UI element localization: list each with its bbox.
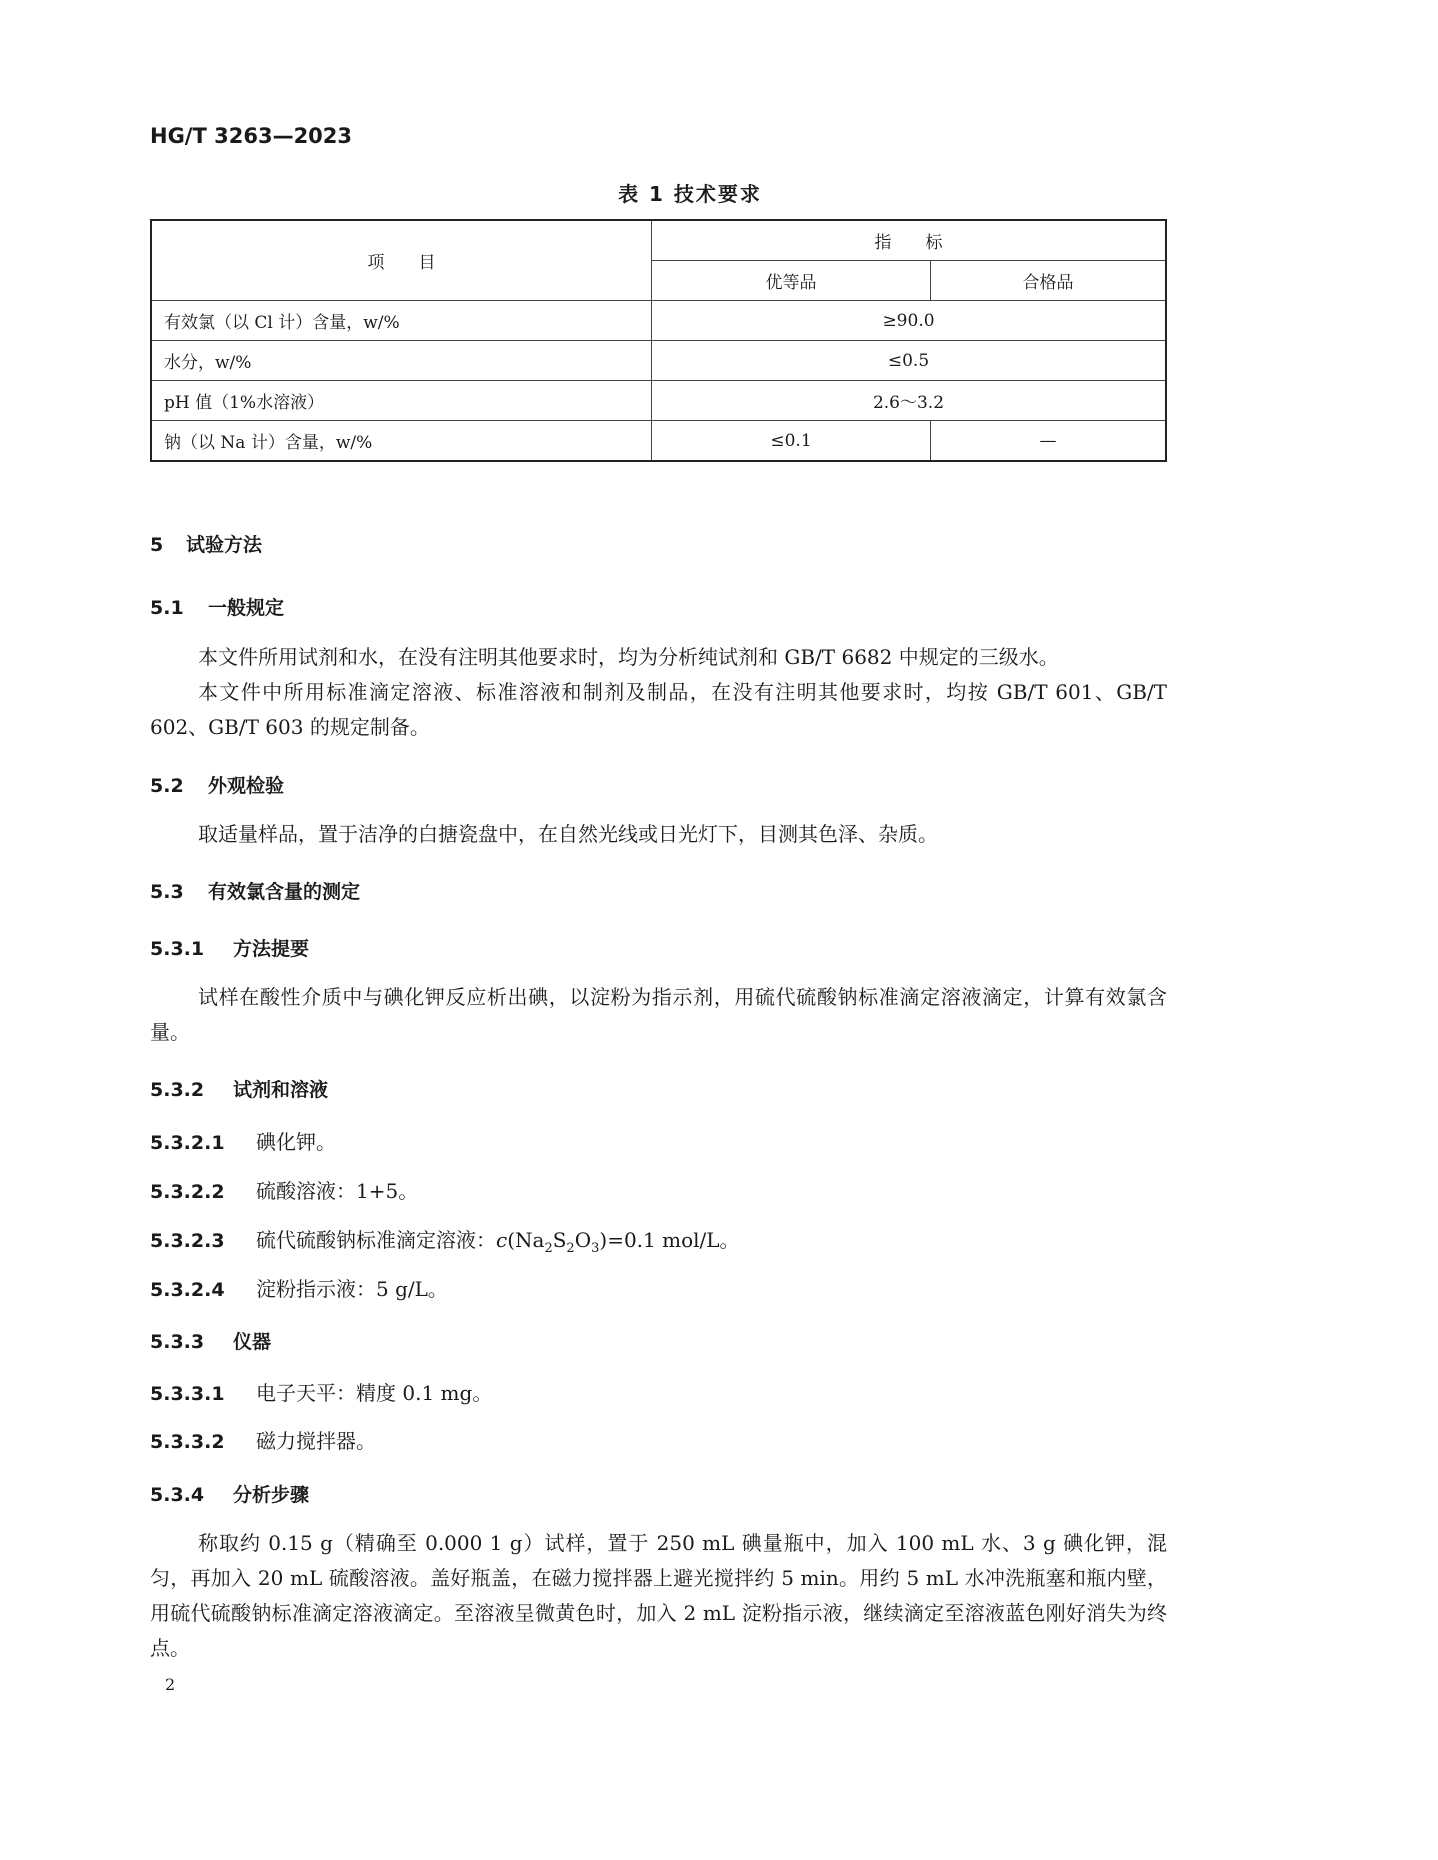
row-value: ≤0.5	[652, 341, 1167, 381]
header-item: 项 目	[151, 220, 652, 301]
row-value: 2.6～3.2	[652, 381, 1167, 421]
section-number: 5.3	[150, 881, 184, 903]
list-item	[150, 1126, 336, 1155]
section-number: 5.3.1	[150, 938, 205, 960]
section-number: 5.1	[150, 597, 184, 619]
section-title: 外观检验	[208, 775, 285, 797]
row-item: 钠（以 Na 计）含量，w/%	[151, 421, 652, 462]
table-title: 表 1 技术要求	[618, 182, 762, 206]
table-row	[151, 301, 1166, 341]
item-number: 5.3.2.2	[150, 1181, 225, 1203]
list-item	[150, 1425, 376, 1454]
section-heading	[150, 1075, 328, 1102]
item-text: 碘化钾。	[256, 1130, 336, 1154]
section-heading	[150, 877, 360, 904]
item-text: 电子天平：精度 0.1 mg。	[256, 1381, 493, 1405]
item-number: 5.3.2.1	[150, 1132, 225, 1154]
section-title: 试验方法	[186, 534, 263, 556]
table-row	[151, 421, 1166, 462]
section-number: 5	[150, 534, 164, 556]
item-text: 磁力搅拌器。	[256, 1429, 376, 1453]
row-value: ≥90.0	[652, 301, 1167, 341]
item-number: 5.3.2.3	[150, 1230, 225, 1252]
section-title: 仪器	[233, 1331, 272, 1353]
section-heading	[150, 593, 284, 620]
table-row	[151, 341, 1166, 381]
table-row	[151, 381, 1166, 421]
paragraph: 本文件中所用标准滴定溶液、标准溶液和制剂及制品，在没有注明其他要求时，均按 GB/T 601、GB/T 602、GB/T 603 的规定制备。	[150, 680, 1167, 739]
page-number: 2	[165, 1675, 176, 1694]
item-text: 硫酸溶液：1+5。	[256, 1179, 419, 1203]
list-item	[150, 1224, 740, 1256]
item-number: 5.3.3.2	[150, 1431, 225, 1453]
formula-sub: 3	[591, 1241, 600, 1256]
formula-sub: 2	[566, 1241, 575, 1256]
section-heading	[150, 1480, 309, 1507]
section-heading	[150, 530, 262, 557]
row-value-grade-a: ≤0.1	[652, 421, 931, 462]
list-item	[150, 1273, 448, 1302]
formula-c: c	[496, 1228, 508, 1252]
formula-sub: 2	[544, 1241, 553, 1256]
header-grade-b: 合格品	[931, 261, 1167, 301]
header-grade-a: 优等品	[652, 261, 931, 301]
section-number: 5.3.2	[150, 1079, 205, 1101]
formula-s: S	[552, 1228, 567, 1252]
section-number: 5.3.4	[150, 1484, 205, 1506]
section-number: 5.3.3	[150, 1331, 205, 1353]
paragraph: 称取约 0.15 g（精确至 0.000 1 g）试样，置于 250 mL 碘量瓶中，加入 100 mL 水、3 g 碘化钾，混匀，再加入 20 mL 硫酸溶液。盖好瓶盖，在磁力搅拌器上避光搅拌约 5 min。用约 5 mL 水冲洗瓶塞和瓶内壁，用硫代硫酸钠标准滴定溶液滴定。至溶液呈微黄色时，加入 2 mL 淀粉指示液，继续滴定至溶液蓝色刚好消失为终点。	[150, 1531, 1167, 1660]
header-index: 指 标	[652, 220, 1167, 261]
paragraph: 试样在酸性介质中与碘化钾反应析出碘，以淀粉为指示剂，用硫代硫酸钠标准滴定溶液滴定，计算有效氯含量。	[150, 985, 1167, 1044]
item-text: 硫代硫酸钠标准滴定溶液：	[256, 1228, 496, 1252]
list-item	[150, 1377, 492, 1406]
paragraph: 本文件所用试剂和水，在没有注明其他要求时，均为分析纯试剂和 GB/T 6682 中规定的三级水。	[198, 645, 1059, 669]
document-id: HG/T 3263—2023	[150, 124, 353, 148]
section-heading	[150, 1327, 271, 1354]
section-heading	[150, 934, 309, 961]
item-number: 5.3.2.4	[150, 1279, 225, 1301]
item-number: 5.3.3.1	[150, 1383, 225, 1405]
row-item: 水分，w/%	[151, 341, 652, 381]
item-text-after: )=0.1 mol/L。	[599, 1228, 740, 1252]
section-title: 有效氯含量的测定	[208, 881, 361, 903]
section-heading	[150, 771, 284, 798]
row-item: 有效氯（以 Cl 计）含量，w/%	[151, 301, 652, 341]
table-header-row	[151, 220, 1166, 261]
section-title: 方法提要	[233, 938, 310, 960]
list-item	[150, 1175, 418, 1204]
technical-requirements-table	[150, 219, 1167, 462]
section-title: 试剂和溶液	[233, 1079, 329, 1101]
item-text: 淀粉指示液：5 g/L。	[256, 1277, 448, 1301]
formula-o: O	[574, 1228, 592, 1252]
section-title: 一般规定	[208, 597, 285, 619]
row-value-grade-b: —	[931, 421, 1167, 462]
row-item: pH 值（1%水溶液）	[151, 381, 652, 421]
section-title: 分析步骤	[233, 1484, 310, 1506]
paragraph: 取适量样品，置于洁净的白搪瓷盘中，在自然光线或日光灯下，目测其色泽、杂质。	[198, 822, 938, 846]
section-number: 5.2	[150, 775, 184, 797]
formula-na: (Na	[507, 1228, 545, 1252]
